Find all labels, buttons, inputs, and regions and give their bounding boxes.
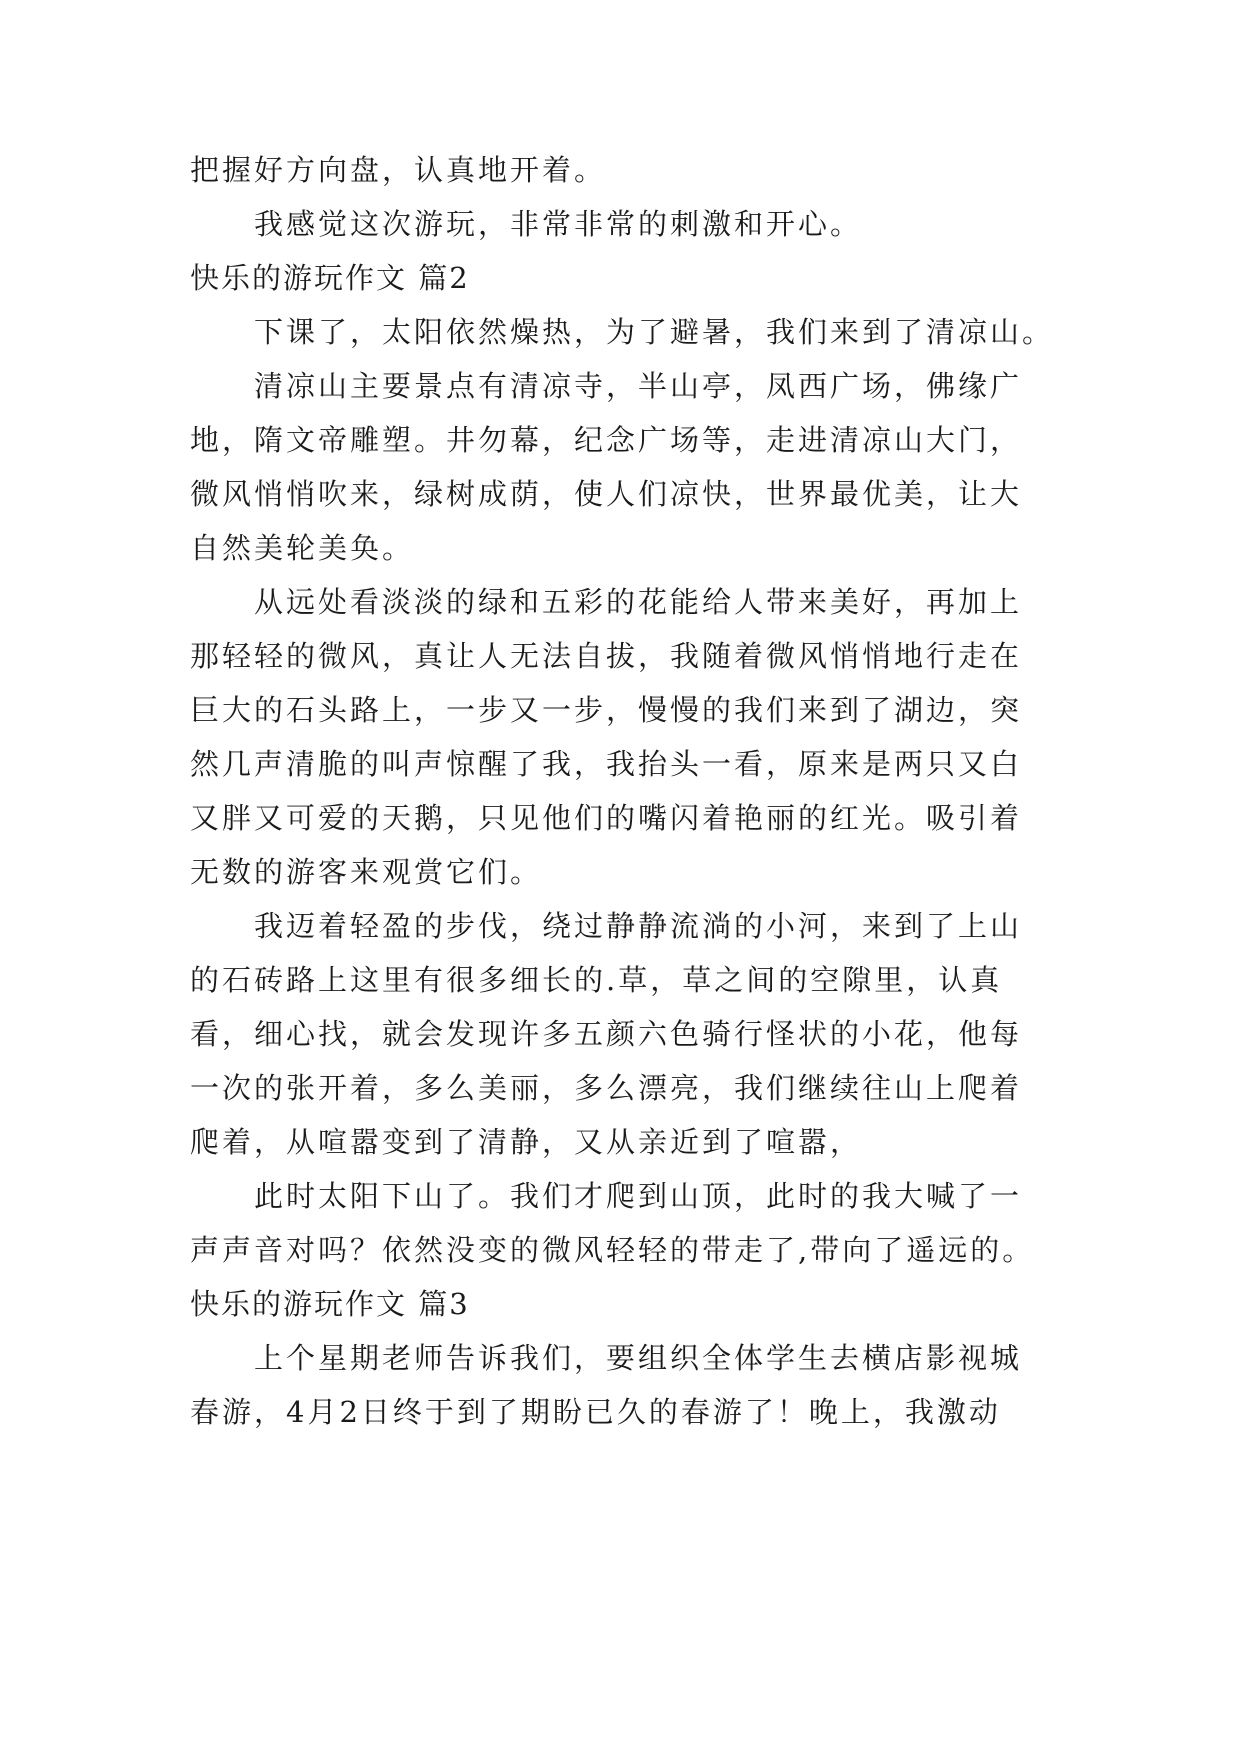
paragraph-start: 我感觉这次游玩，非常非常的刺激和开心。 <box>254 207 863 241</box>
text-line: 一次的张开着，多么美丽，多么漂亮，我们继续往山上爬着 <box>190 1071 1023 1105</box>
text-line: 看，细心找，就会发现许多五颜六色骑行怪状的小花，他每 <box>190 1017 1023 1051</box>
text-line: 把握好方向盘，认真地开着。 <box>190 153 607 187</box>
text-line: 那轻轻的微风，真让人无法自拔，我随着微风悄悄地行走在 <box>190 639 1023 673</box>
paragraph-start: 从远处看淡淡的绿和五彩的花能给人带来美好，再加上 <box>254 585 1023 619</box>
section-heading: 快乐的游玩作文 篇3 <box>190 1287 470 1321</box>
text-line: 微风悄悄吹来，绿树成荫，使人们凉快，世界最优美，让大 <box>190 477 1023 511</box>
text-line: 巨大的石头路上，一步又一步，慢慢的我们来到了湖边，突 <box>190 693 1023 727</box>
text-line: 无数的游客来观赏它们。 <box>190 855 543 889</box>
paragraph-start: 此时太阳下山了。我们才爬到山顶，此时的我大喊了一 <box>254 1179 1023 1213</box>
text-line: 春游，4月2日终于到了期盼已久的春游了！晚上，我激动 <box>190 1395 1001 1429</box>
paragraph-start: 下课了，太阳依然燥热，为了避暑，我们来到了清凉山。 <box>254 315 1055 349</box>
text-line: 声声音对吗？依然没变的微风轻轻的带走了,带向了遥远的。 <box>190 1233 1035 1267</box>
text-line: 然几声清脆的叫声惊醒了我，我抬头一看，原来是两只又白 <box>190 747 1023 781</box>
text-line: 爬着，从喧嚣变到了清静，又从亲近到了喧嚣， <box>190 1125 863 1159</box>
paragraph-start: 我迈着轻盈的步伐，绕过静静流淌的小河，来到了上山 <box>254 909 1023 943</box>
text-line: 自然美轮美奂。 <box>190 531 415 565</box>
text-line: 的石砖路上这里有很多细长的.草，草之间的空隙里，认真 <box>190 963 1003 997</box>
text-line: 又胖又可爱的天鹅，只见他们的嘴闪着艳丽的红光。吸引着 <box>190 801 1023 835</box>
text-line: 地，隋文帝雕塑。井勿幕，纪念广场等，走进清凉山大门， <box>190 423 1023 457</box>
paragraph-start: 上个星期老师告诉我们，要组织全体学生去横店影视城 <box>254 1341 1023 1375</box>
section-heading: 快乐的游玩作文 篇2 <box>190 261 470 295</box>
paragraph-start: 清凉山主要景点有清凉寺，半山亭，凤西广场，佛缘广 <box>254 369 1023 403</box>
